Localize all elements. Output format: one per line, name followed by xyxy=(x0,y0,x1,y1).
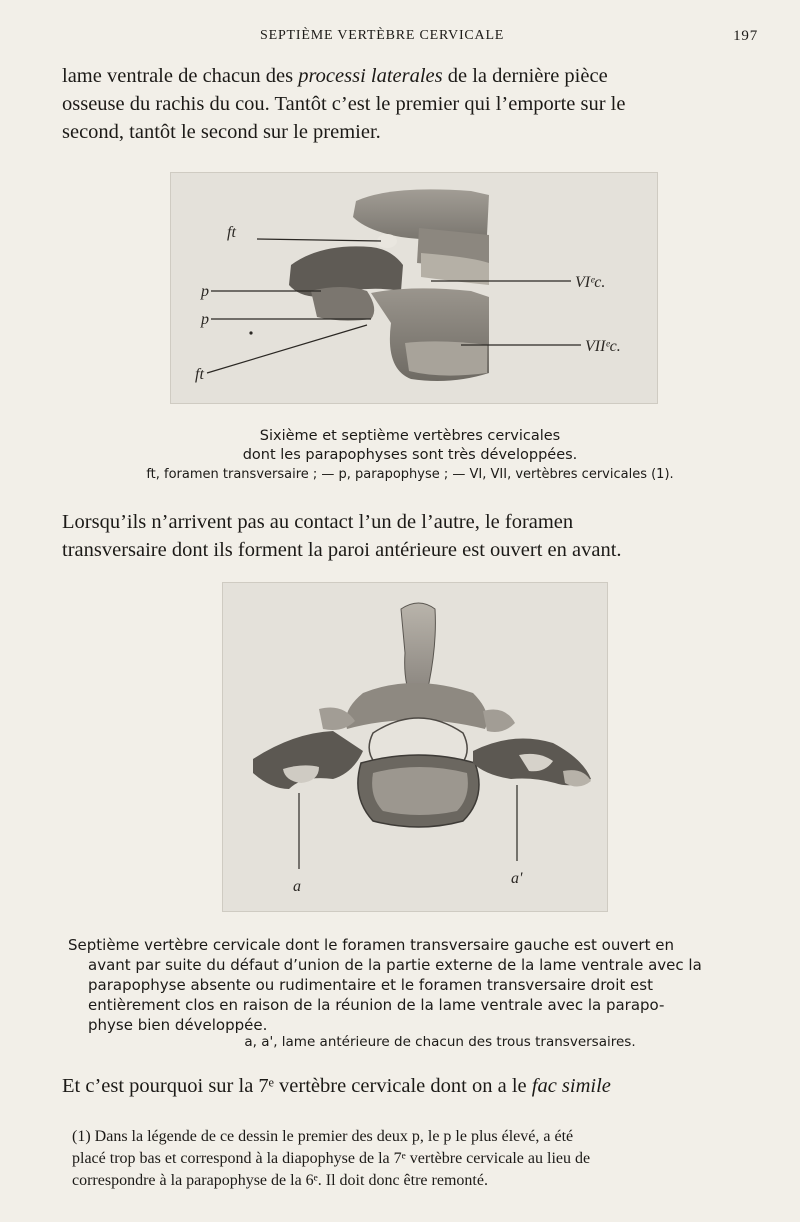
footnote-line-1: (1) Dans la légende de ce dessin le premier des deux p, le p le plus élevé, a été xyxy=(72,1128,574,1145)
label-ft-top: ft xyxy=(227,224,236,241)
figure-2-caption-line-3: parapophyse absente ou rudimentaire et le foramen transversaire droit est xyxy=(88,976,653,994)
paragraph-1 xyxy=(62,62,758,146)
figure-1-caption-line-2: dont les parapophyses sont très développées. xyxy=(242,447,578,463)
label-a: a xyxy=(293,878,301,895)
label-a-prime: a' xyxy=(511,870,523,887)
page-number: 197 xyxy=(733,28,758,44)
paragraph-1-line-1: lame ventrale de chacun des processi laterales de la dernière pièce xyxy=(62,65,608,87)
figure-1-vertebrae-drawing xyxy=(170,172,658,404)
label-vii-c: VIIᵉc. xyxy=(585,338,621,355)
running-title: SEPTIÈME VERTÈBRE CERVICALE xyxy=(260,28,505,43)
label-vi-c: VIᵉc. xyxy=(575,274,606,291)
figure-2-legend: a, a', lame antérieure de chacun des trous transversaires. xyxy=(244,1034,636,1050)
paragraph-2-line-2: transversaire dont ils forment la paroi antérieure est ouvert en avant. xyxy=(62,539,622,561)
label-p-lower: p xyxy=(201,311,209,328)
label-ft-bottom: ft xyxy=(195,366,204,383)
footnote-line-2: placé trop bas et correspond à la diapophyse de la 7ᵉ vertèbre cervicale au lieu de xyxy=(72,1150,591,1167)
paragraph-1-line-2: osseuse du rachis du cou. Tantôt c’est le premier qui l’emporte sur le xyxy=(62,93,626,115)
figure-2-caption-line-2: avant par suite du défaut d’union de la partie externe de la lame ventrale avec la xyxy=(88,956,702,974)
figure-1-caption-line-1: Sixième et septième vertèbres cervicales xyxy=(259,428,561,444)
fac-simile-term: fac simile xyxy=(531,1075,611,1097)
figure-2-caption-line-1: Septième vertèbre cervicale dont le foramen transversaire gauche est ouvert en xyxy=(68,936,674,954)
figure-2-caption-line-4: entièrement clos en raison de la réunion de la lame ventrale avec la parapo- xyxy=(88,996,665,1014)
label-p-upper: p xyxy=(201,283,209,300)
paragraph-3-line-1: Et c’est pourquoi sur la 7ᵉ vertèbre cervicale dont on a le fac simile xyxy=(62,1075,611,1097)
figure-1-legend: ft, foramen transversaire ; — p, parapophyse ; — VI, VII, vertèbres cervicales (1). xyxy=(146,467,674,482)
paragraph-2-line-1: Lorsqu’ils n’arrivent pas au contact l’un de l’autre, le foramen xyxy=(62,511,574,533)
latin-term: processi laterales xyxy=(298,65,443,87)
paragraph-3 xyxy=(62,1072,758,1100)
paragraph-1-line-3: second, tantôt le second sur le premier. xyxy=(62,121,381,143)
footnote xyxy=(72,1126,772,1192)
paragraph-2 xyxy=(62,508,758,564)
figure-2-vertebra-drawing xyxy=(222,582,608,912)
running-head xyxy=(60,28,758,50)
figure-2-caption-line-5: physe bien développée. xyxy=(88,1016,268,1034)
figure-2-caption xyxy=(68,935,770,1035)
footnote-line-3: correspondre à la parapophyse de la 6ᵉ. Il doit donc être remonté. xyxy=(72,1172,488,1189)
